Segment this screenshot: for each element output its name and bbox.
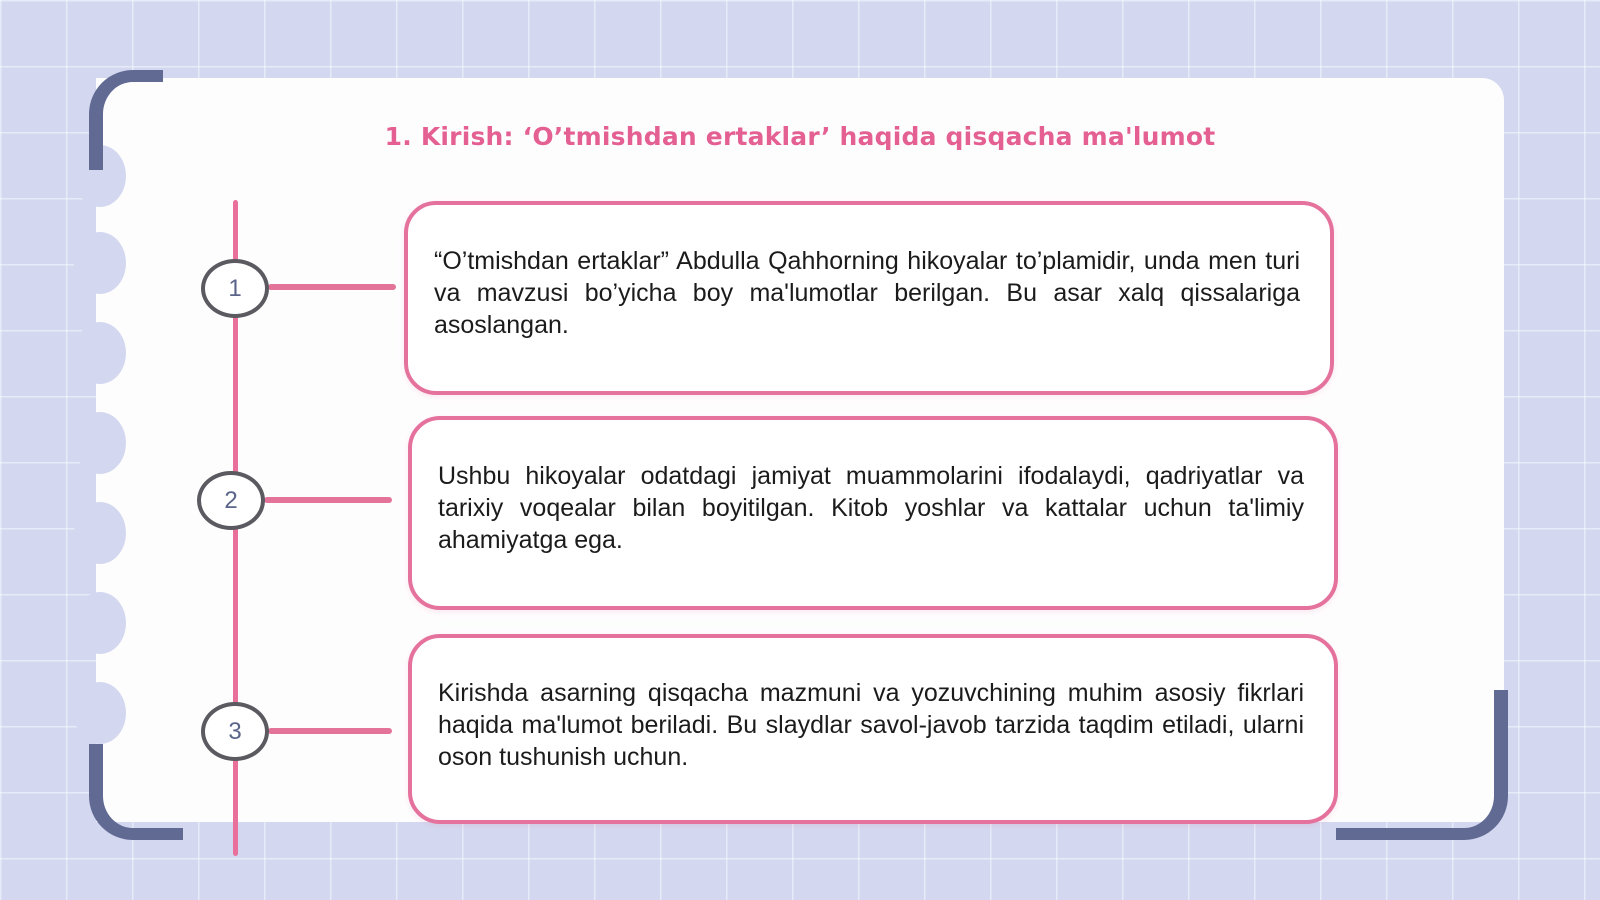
step-number-badge: 3 xyxy=(201,702,269,761)
info-card-text: Ushbu hikoyalar odatdagi jamiyat muammolarini ifodalaydi, qadriyatlar va tarixiy voqealar bilan boyitilgan. Kitob yoshlar va kattalar uchun ta'limiy ahamiyatga ega. xyxy=(438,462,1304,554)
paper-notch xyxy=(74,502,126,564)
timeline-connector xyxy=(268,728,392,734)
info-card-text: Kirishda asarning qisqacha mazmuni va yozuvchining muhim asosiy fikrlari haqida ma'lumot beriladi. Bu slaydlar savol-javob tarzida taqdim etiladi, ularni oson tushunish uchun. xyxy=(438,679,1304,771)
timeline-connector xyxy=(268,284,396,290)
corner-bracket-bottom-left xyxy=(89,744,183,840)
paper-notch xyxy=(74,592,126,654)
paper-notch xyxy=(74,232,126,294)
corner-bracket-bottom-right xyxy=(1336,690,1508,840)
step-number-badge: 1 xyxy=(201,259,269,318)
corner-bracket-top-left xyxy=(89,70,163,170)
info-card-text: “O’tmishdan ertaklar” Abdulla Qahhorning hikoyalar to’plamidir, unda men turi va mavzusi bo’yicha boy ma'lumotlar berilgan. Bu asar xalq qissalariga asoslangan. xyxy=(434,247,1300,339)
timeline-connector xyxy=(264,497,392,503)
slide-title: 1. Kirish: ‘O’tmishdan ertaklar’ haqida qisqacha ma'lumot xyxy=(384,122,1216,151)
info-card xyxy=(408,416,1338,610)
paper-notch xyxy=(74,682,126,744)
info-card xyxy=(404,201,1334,395)
paper-notch xyxy=(74,412,126,474)
step-number-badge: 2 xyxy=(197,471,265,530)
paper-notch xyxy=(74,322,126,384)
info-card xyxy=(408,634,1338,824)
